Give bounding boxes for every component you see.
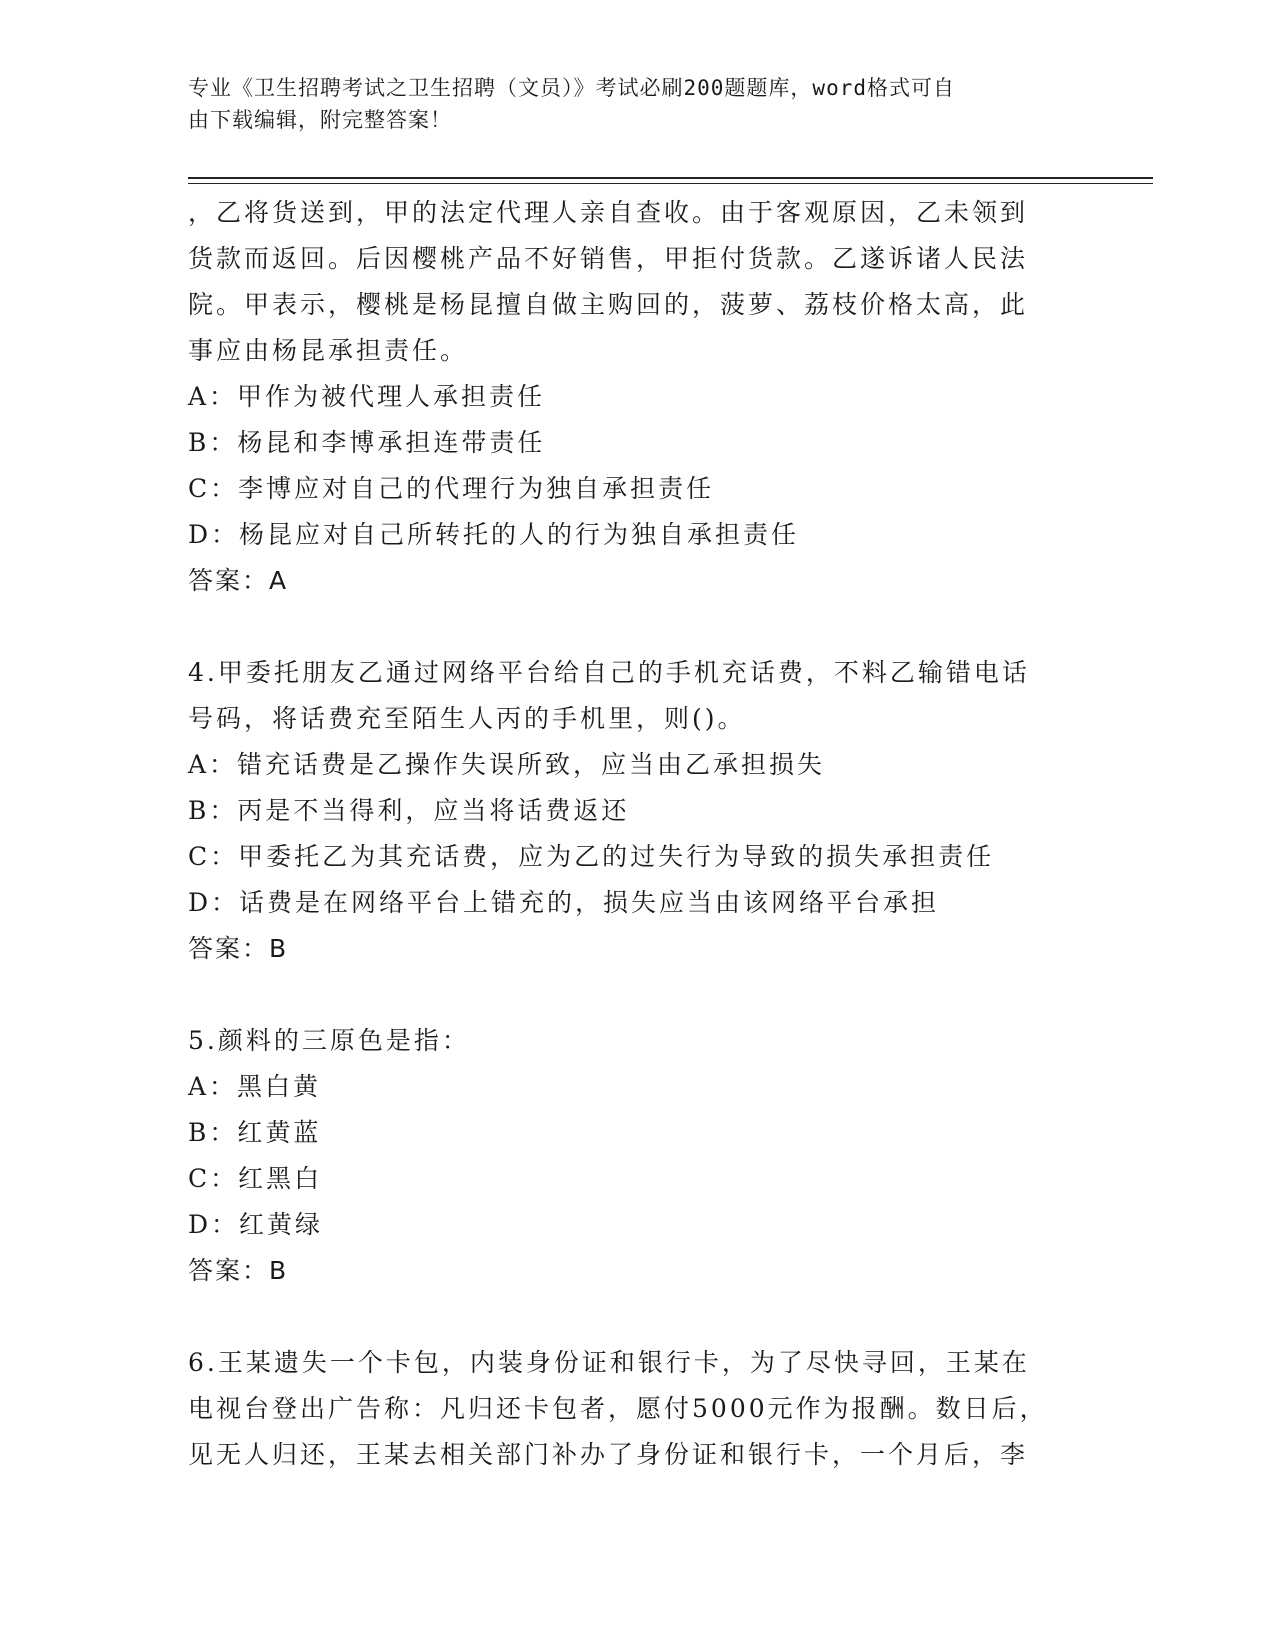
question-4 — [188, 650, 1068, 972]
question-3 — [188, 190, 1068, 604]
question-text-line: 电视台登出广告称：凡归还卡包者，愿付5000元作为报酬。数日后， — [188, 1394, 1048, 1423]
question-text-line: 5.颜料的三原色是指： — [188, 1026, 470, 1055]
header-rule-thin — [188, 183, 1153, 184]
option-a: A：错充话费是乙操作失误所致，应当由乙承担损失 — [188, 750, 826, 779]
option-a: A：甲作为被代理人承担责任 — [188, 382, 546, 411]
question-text-line: ，乙将货送到，甲的法定代理人亲自查收。由于客观原因，乙未领到 — [188, 198, 1029, 227]
option-b: B：红黄蓝 — [188, 1118, 322, 1147]
option-a: A：黑白黄 — [188, 1072, 322, 1101]
option-d: D：红黄绿 — [188, 1210, 324, 1239]
header-line-1: 专业《卫生招聘考试之卫生招聘（文员）》考试必刷200题题库，word格式可自 — [188, 76, 955, 100]
question-text-line: 6.王某遗失一个卡包，内装身份证和银行卡，为了尽快寻回，王某在 — [188, 1348, 1030, 1377]
question-text-line: 事应由杨昆承担责任。 — [188, 336, 469, 365]
answer: 答案：A — [188, 566, 289, 595]
question-text-line: 院。甲表示，樱桃是杨昆擅自做主购回的，菠萝、荔枝价格太高，此 — [188, 290, 1029, 319]
option-b: B：丙是不当得利，应当将话费返还 — [188, 796, 630, 825]
option-d: D：话费是在网络平台上错充的，损失应当由该网络平台承担 — [188, 888, 940, 917]
document-body — [188, 190, 1068, 1478]
question-text-line: 货款而返回。后因樱桃产品不好销售，甲拒付货款。乙遂诉诸人民法 — [188, 244, 1029, 273]
question-text-line: 见无人归还，王某去相关部门补办了身份证和银行卡，一个月后，李 — [188, 1440, 1029, 1469]
option-c: C：红黑白 — [188, 1164, 323, 1193]
question-6 — [188, 1340, 1068, 1478]
answer: 答案：B — [188, 1256, 289, 1285]
header-rule-thick — [188, 177, 1153, 179]
answer: 答案：B — [188, 934, 289, 963]
option-c: C：甲委托乙为其充话费，应为乙的过失行为导致的损失承担责任 — [188, 842, 995, 871]
option-c: C：李博应对自己的代理行为独自承担责任 — [188, 474, 715, 503]
option-d: D：杨昆应对自己所转托的人的行为独自承担责任 — [188, 520, 800, 549]
option-b: B：杨昆和李博承担连带责任 — [188, 428, 546, 457]
question-text-line: 4.甲委托朋友乙通过网络平台给自己的手机充话费，不料乙输错电话 — [188, 658, 1030, 687]
question-text-line: 号码，将话费充至陌生人丙的手机里，则()。 — [188, 704, 746, 733]
header-line-2: 由下载编辑，附完整答案！ — [188, 108, 452, 132]
document-header — [188, 72, 1068, 136]
question-5 — [188, 1018, 1068, 1294]
